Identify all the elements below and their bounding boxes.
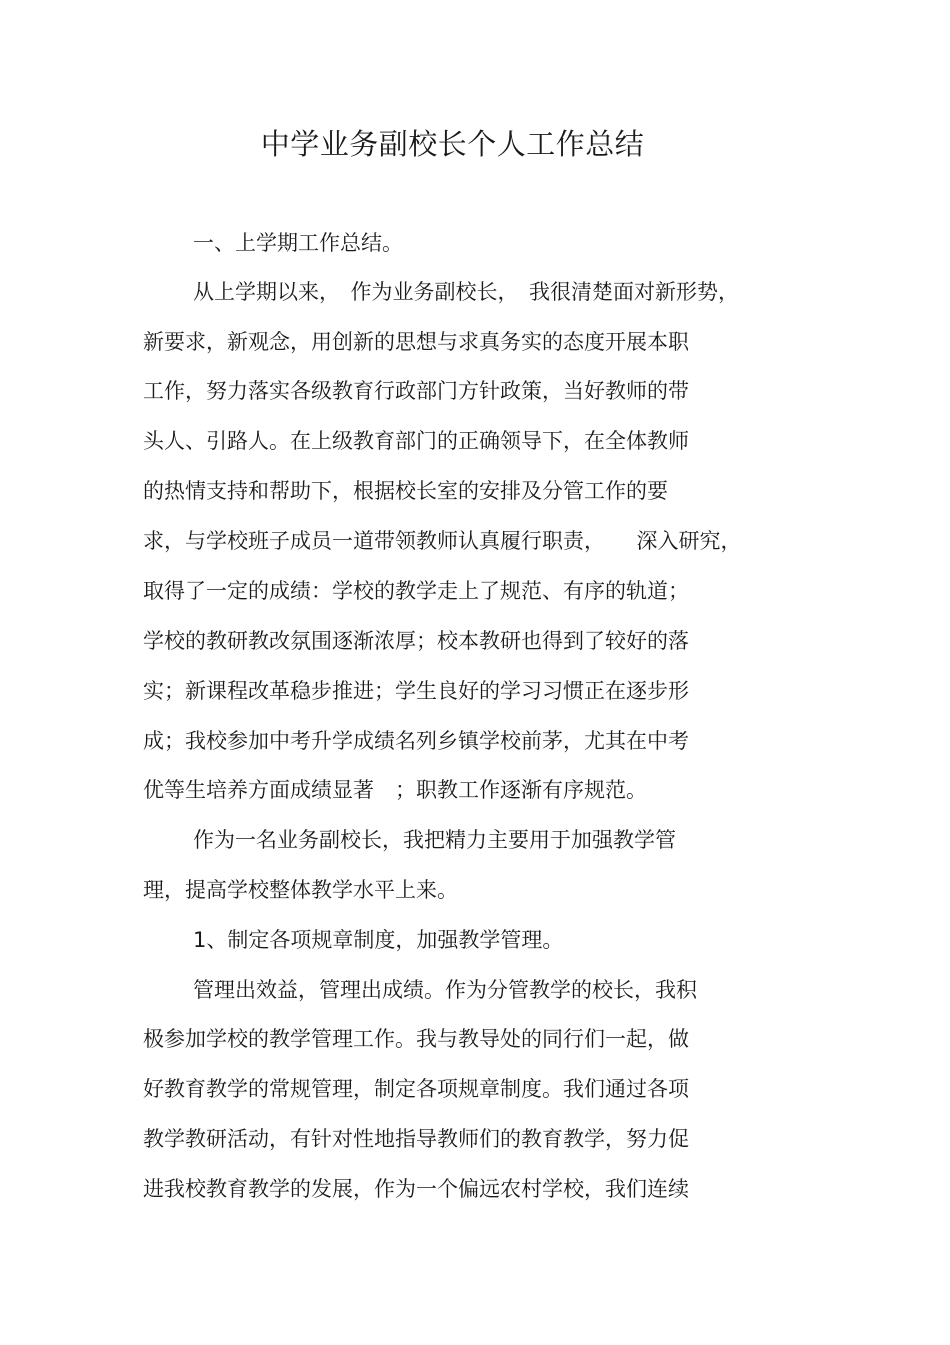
document-title: 中学业务副校长个人工作总结 (260, 127, 645, 161)
paragraph-line: 作为一名业务副校长，我把精力主要用于加强教学管 (193, 828, 676, 852)
paragraph-line: 头人、引路人。在上级教育部门的正确领导下，在全体教师 (143, 429, 689, 453)
paragraph-line: 工作，努力落实各级教育行政部门方针政策，当好教师的带 (143, 379, 689, 403)
paragraph-line: 进我校教育教学的发展，作为一个偏远农村学校，我们连续 (143, 1177, 689, 1201)
subsection-heading: 1、制定各项规章制度，加强教学管理。 (193, 928, 564, 952)
paragraph-line: 学校的教研教改氛围逐渐浓厚；校本教研也得到了较好的落 (143, 629, 689, 653)
paragraph-line: 求，与学校班子成员一道带领教师认真履行职责， 深入研究， (143, 529, 742, 553)
section-heading: 一、上学期工作总结。 (193, 231, 403, 255)
paragraph-line: 优等生培养方面成绩显著 ；职教工作逐渐有序规范。 (143, 778, 647, 802)
paragraph-line: 新要求，新观念，用创新的思想与求真务实的态度开展本职 (143, 330, 689, 354)
paragraph-line: 理，提高学校整体教学水平上来。 (143, 878, 458, 902)
paragraph-line: 取得了一定的成绩：学校的教学走上了规范、有序的轨道； (143, 579, 689, 603)
paragraph-line: 实；新课程改革稳步推进；学生良好的学习习惯正在逐步形 (143, 679, 689, 703)
paragraph-line: 成；我校参加中考升学成绩名列乡镇学校前茅，尤其在中考 (143, 729, 689, 753)
paragraph-line: 好教育教学的常规管理，制定各项规章制度。我们通过各项 (143, 1077, 689, 1101)
paragraph-line: 从上学期以来， 作为业务副校长， 我很清楚面对新形势， (193, 280, 739, 304)
paragraph-line: 极参加学校的教学管理工作。我与教导处的同行们一起，做 (143, 1027, 689, 1051)
paragraph-line: 管理出效益，管理出成绩。作为分管教学的校长，我积 (193, 978, 697, 1002)
paragraph-line: 教学教研活动，有针对性地指导教师们的教育教学，努力促 (143, 1127, 689, 1151)
paragraph-line: 的热情支持和帮助下，根据校长室的安排及分管工作的要 (143, 479, 668, 503)
